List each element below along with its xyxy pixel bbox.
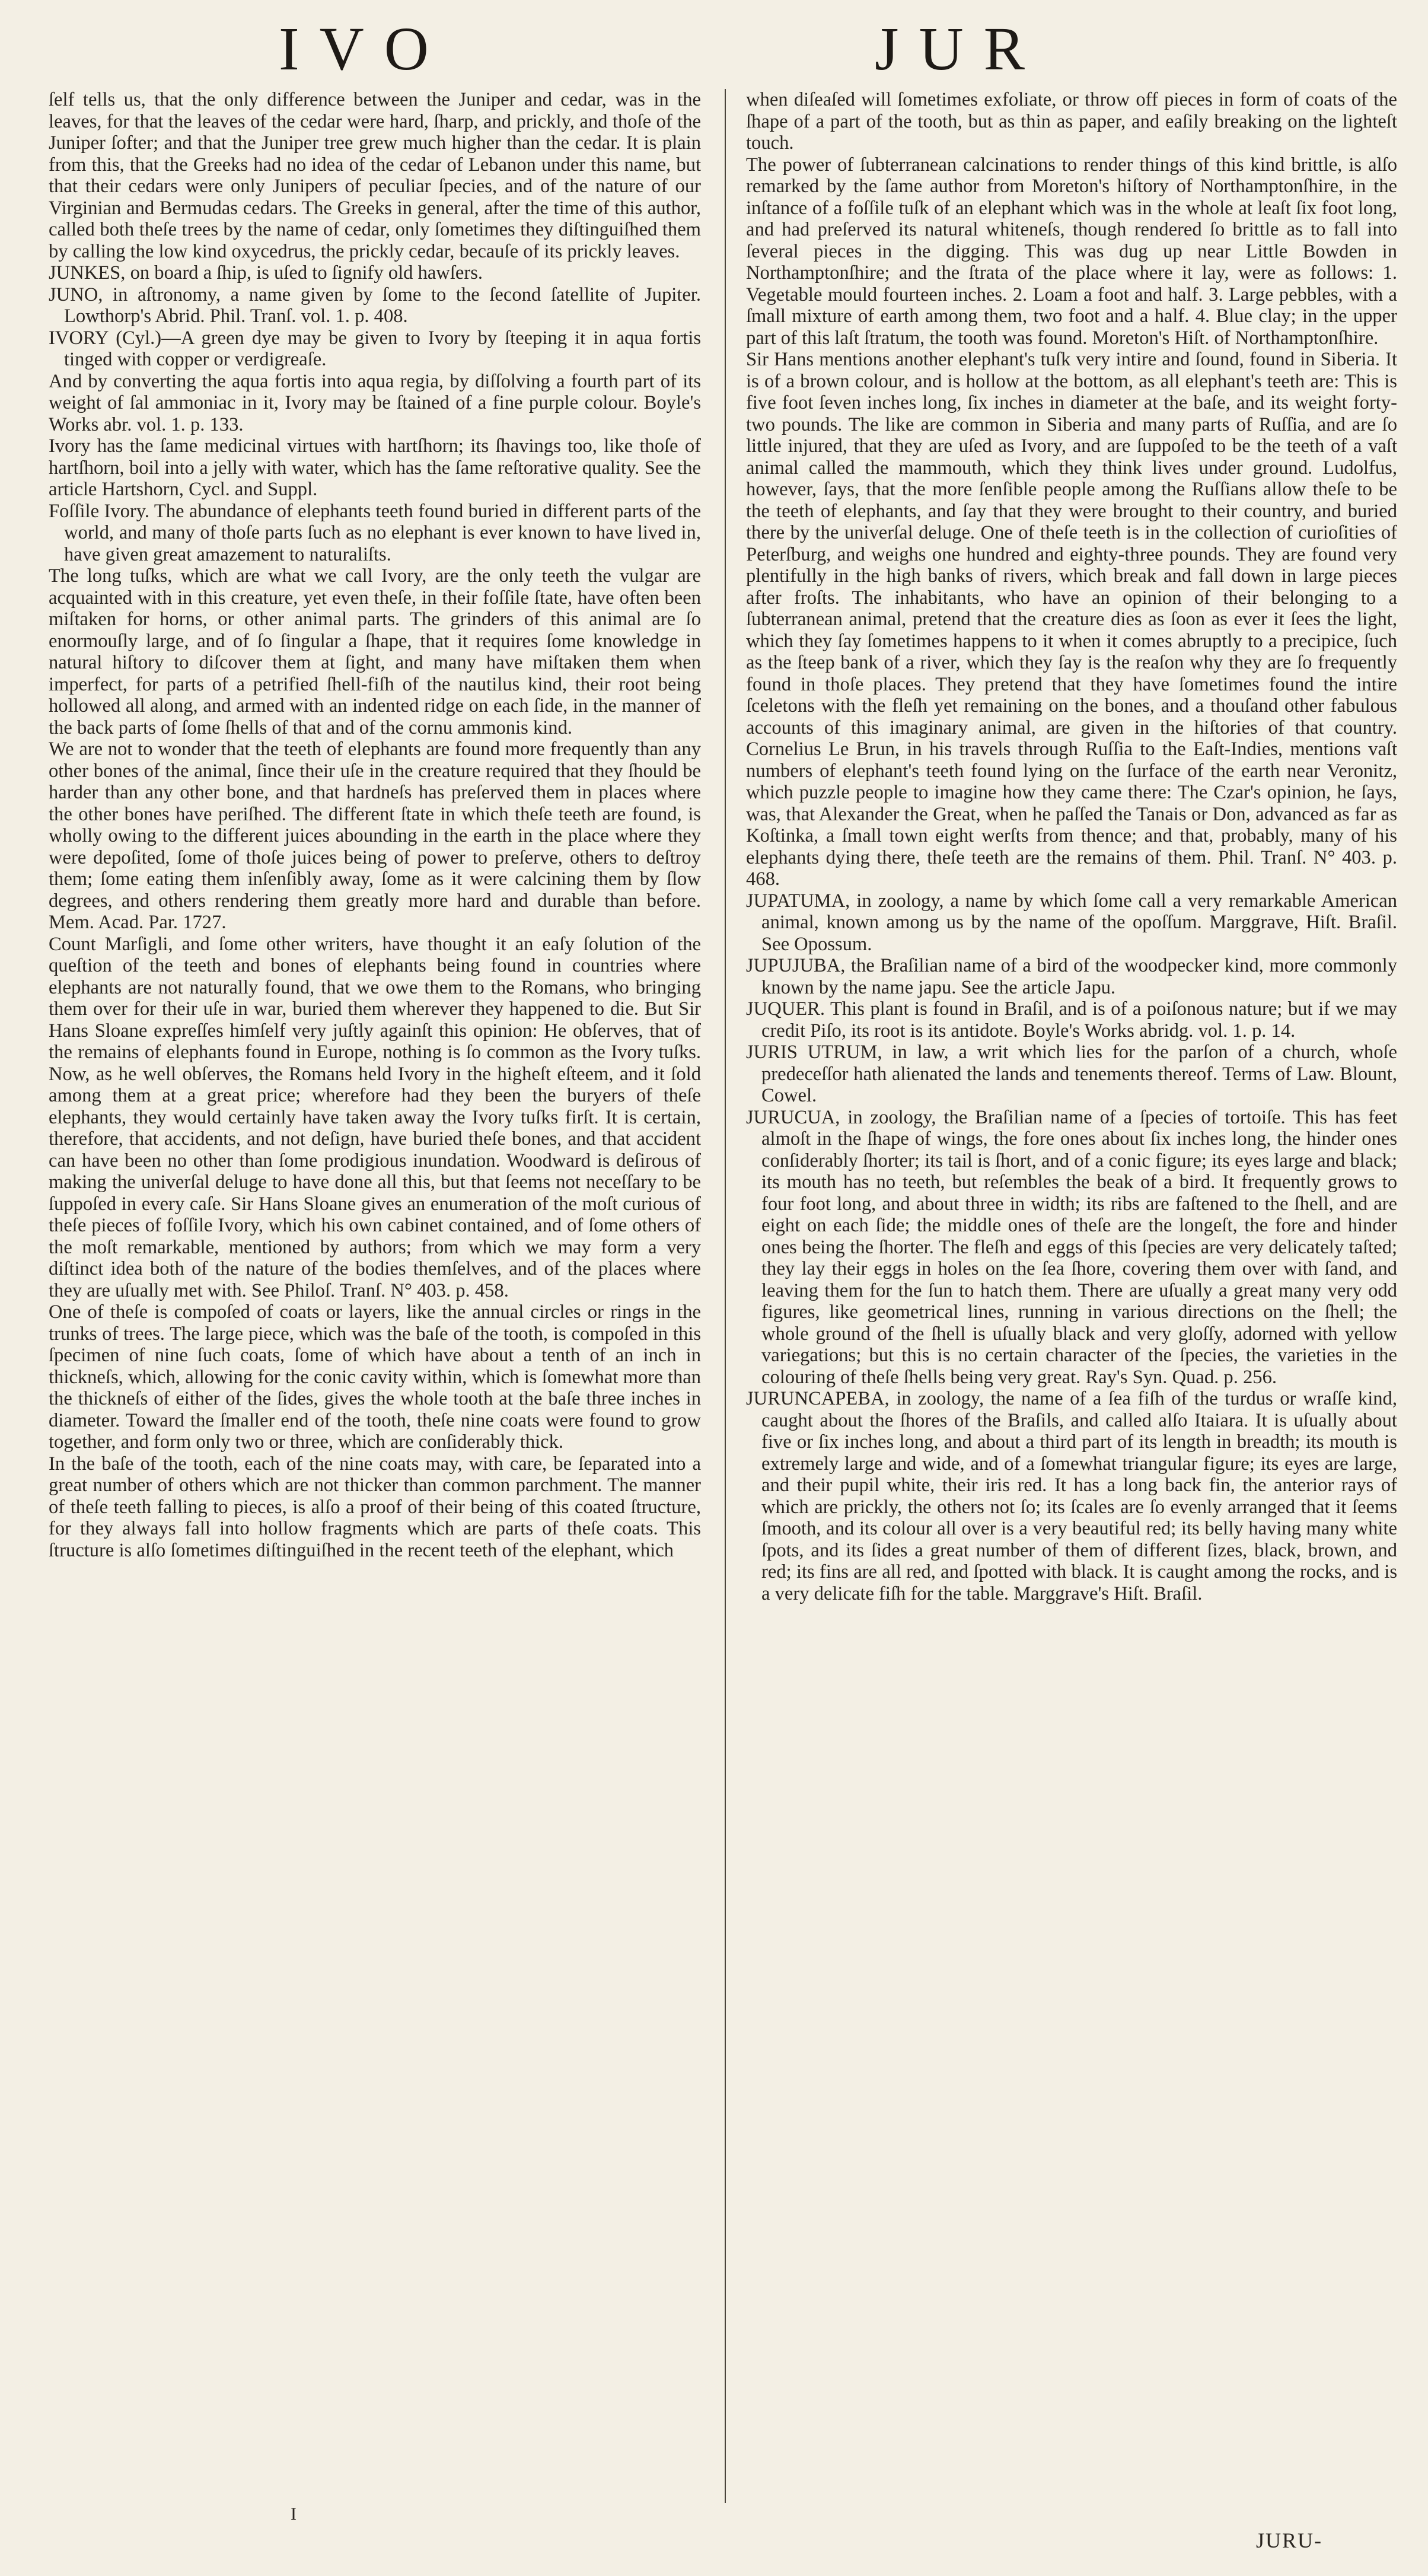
column-divider [725, 89, 726, 2503]
entry-ivory: IVORY (Cyl.)—A green dye may be given to Ivory by ſteeping it in aqua fortis tinged with copper or verdigreaſe. [49, 327, 701, 370]
catchword: JURU- [1256, 2529, 1323, 2552]
entry-jurucua: JURUCUA, in zoology, the Braſilian name of a ſpecies of tortoiſe. This has feet almoſt in the ſhape of wings, the fore ones about ſix inches long, the hinder ones conſiderably ſhorter; its tail is ſhort, and of a conic figure; its eyes large and black; its mouth has no teeth, but reſembles the beak of a bird. It frequently grows to four foot long, and about three in width; its ribs are faſtened to the ſhell, and are eight on each ſide; the middle ones of theſe are the longeſt, the fore and hinder ones being the ſhorter. The fleſh and eggs of this ſpecies are very delicately taſted; they lay their eggs in holes on the ſea ſhore, covering them over with ſand, and leaving them for the ſun to hatch them. There are uſually a great many very odd figures, like geometrical lines, running in various directions on the ſhell; the whole ground of the ſhell is uſually black and very gloſſy, adorned with yellow variegations; but this is no certain character of the ſpecies, the varieties in the colouring of theſe ſhells being very great. Ray's Syn. Quad. p. 256. [746, 1106, 1397, 1388]
paragraph: We are not to wonder that the teeth of elephants are found more frequently than any other bones of the animal, ſince their uſe in the creature required that they ſhould be harder than any other bone, and that hardneſs has preſerved them in places where the other bones have periſhed. The different ſtate in which theſe teeth are found, is wholly owing to the different juices abounding in the earth in the place where they were depoſited, ſome of thoſe juices being of power to preſerve, others to deſtroy them; ſome eating them inſenſibly away, ſome as it were calcining them by ſlow degrees, and others rendering them greatly more hard and durable than before. Mem. Acad. Par. 1727. [49, 738, 701, 933]
paragraph: The power of ſubterranean calcinations to render things of this kind brittle, is alſo remarked by the ſame author from Moreton's hiſtory of Northamptonſhire, in the inſtance of a foſſile tuſk of an elephant which was in the whole at leaſt ſix foot long, and had preſerved its natural whiteneſs, though rendered ſo brittle as to fall into ſeveral pieces in the digging. This was dug up near Little Bowden in Northamptonſhire; and the ſtrata of the place where it lay, were as follows: 1. Vegetable mould fourteen inches. 2. Loam a foot and half. 3. Large pebbles, with a ſmall mixture of earth among them, two foot and a half. 4. Blue clay; in the upper part of this laſt ſtratum, the tooth was found. Moreton's Hiſt. of Northamptonſhire. [746, 154, 1397, 349]
paragraph: In the baſe of the tooth, each of the nine coats may, with care, be ſeparated into a great number of others which are not thicker than common parchment. The manner of theſe teeth falling to pieces, is alſo a proof of their being of this coated ſtructure, for they always fall into hollow fragments which are parts of theſe coats. This ſtructure is alſo ſometimes diſtinguiſhed in the recent teeth of the elephant, which [49, 1453, 701, 1561]
entry-juquer: JUQUER. This plant is found in Braſil, and is of a poiſonous nature; but if we may credit Piſo, its root is its antidote. Boyle's Works abridg. vol. 1. p. 14. [746, 998, 1397, 1042]
paragraph: The long tuſks, which are what we call Ivory, are the only teeth the vulgar are acquainted with in this creature, yet even theſe, in their foſſile ſtate, have often been miſtaken for horns, or other animal parts. The grinders of this animal are ſo enormouſly large, and of ſo ſingular a ſhape, that it requires ſome knowledge in natural hiſtory to diſcover them at ſight, and many have miſtaken them when imperfect, for parts of a petrified ſhell-fiſh of the nautilus kind, their root being hollowed all along, and armed with an indented ridge on each ſide, in the manner of the back parts of ſome ſhells of that and of the cornu ammonis kind. [49, 565, 701, 738]
paragraph: ſelf tells us, that the only difference between the Juniper and cedar, was in the leaves, for that the leaves of the cedar were hard, ſharp, and prickly, and thoſe of the Juniper ſofter; and that the Juniper tree grew much higher than the cedar. It is plain from this, that the Greeks had no idea of the cedar of Lebanon under this name, but that their cedars were only Junipers of peculiar ſpecies, and of the nature of our Virginian and Bermudas cedars. The Greeks in general, after the time of this author, called both theſe trees by the name of cedar, only ſometimes they diſtinguiſhed them by calling the low kind oxycedrus, the prickly cedar, becauſe of its prickly leaves. [49, 89, 701, 262]
right-column [746, 89, 1397, 1604]
entry-juno: JUNO, in aſtronomy, a name given by ſome to the ſecond ſatellite of Jupiter. Lowthorp's Abrid. Phil. Tranſ. vol. 1. p. 408. [49, 284, 701, 327]
signature-mark: I [291, 2504, 297, 2524]
paragraph: Sir Hans mentions another elephant's tuſk very intire and ſound, found in Siberia. It is of a brown colour, and is hollow at the bottom, as all elephant's teeth are: This is five foot ſeven inches long, ſix inches in diameter at the baſe, and its weight forty-two pounds. The like are common in Siberia and many parts of Ruſſia, and are ſo little injured, that they are uſed as Ivory, and are ſuppoſed to be the teeth of a vaſt animal called the mammouth, which they think lives under ground. Ludolfus, however, ſays, that the more ſenſible people among the Ruſſians allow theſe to be the teeth of elephants, and ſay that they were brought to their country, and buried there by the univerſal deluge. One of theſe teeth is in the collection of curioſities of Peterſburg, and weighs one hundred and eighty-three pounds. They are found very plentifully in the high banks of rivers, which break and fall down in large pieces after froſts. The inhabitants, who have an opinion of their belonging to a ſubterranean animal, pretend that the creature dies as ſoon as ever it ſees the light, which they ſay ſometimes happens to it when it comes abruptly to a precipice, ſuch as the ſteep bank of a river, which they ſay is the reaſon why they are ſo frequently found in thoſe places. They pretend that they have ſometimes found the intire ſceletons with the fleſh yet remaining on the bones, and a thouſand other fabulous accounts of this imaginary animal, are given in the hiſtories of that country. Cornelius Le Brun, in his travels through Ruſſia to the Eaſt-Indies, mentions vaſt numbers of elephant's teeth found lying on the ſurface of the earth near Veronitz, which puzzle people to imagine how they came there: The Czar's opinion, he ſays, was, that Alexander the Great, when he paſſed the Tanais or Don, advanced as far as Koſtinka, a ſmall town eight werſts from thence; and that, probably, many of his elephants dying there, theſe teeth are the remains of them. Phil. Tranſ. N° 403. p. 468. [746, 349, 1397, 890]
paragraph: Count Marſigli, and ſome other writers, have thought it an eaſy ſolution of the queſtion of the teeth and bones of elephants being found in countries where elephants are not naturally found, that we owe them to the Romans, who bringing them over for their uſe in war, buried them wherever they happened to die. But Sir Hans Sloane expreſſes himſelf very juſtly againſt this opinion: He obſerves, that of the remains of elephants found in Europe, nothing is ſo common as the Ivory tuſks. Now, as he well obſerves, the Romans held Ivory in the higheſt eſteem, and it ſold among them at a great price; wherefore had they been the buryers of theſe elephants, they would certainly have taken away the Ivory tuſks firſt. It is certain, therefore, that accidents, and not deſign, have buried theſe bones, and that accident can have been no other than ſome prodigious inundation. Woodward is deſirous of making the univerſal deluge to have done all this, but that ſeems not neceſſary to be ſuppoſed in every caſe. Sir Hans Sloane gives an enumeration of the moſt curious of theſe pieces of foſſile Ivory, which his own cabinet contained, and of ſome others of the moſt remarkable, mentioned by authors; from which we may form a very diſtinct idea both of the nature of the bodies themſelves, and of the places where they are uſually met with. See Philoſ. Tranſ. N° 403. p. 458. [49, 933, 701, 1301]
paragraph: And by converting the aqua fortis into aqua regia, by diſſolving a fourth part of its weight of ſal ammoniac in it, Ivory may be ſtained of a fine purple colour. Boyle's Works abr. vol. 1. p. 133. [49, 370, 701, 435]
paragraph: Ivory has the ſame medicinal virtues with hartſhorn; its ſhavings too, like thoſe of hartſhorn, boil into a jelly with water, which has the ſame reſtorative quality. See the article Hartshorn, Cycl. and Suppl. [49, 435, 701, 500]
paragraph: One of theſe is compoſed of coats or layers, like the annual circles or rings in the trunks of trees. The large piece, which was the baſe of the tooth, is compoſed in this ſpecimen of nine ſuch coats, ſome of which have about a tenth of an inch in thickneſs, which, allowing for the conic cavity within, which is ſomewhat more than the thickneſs of either of the ſides, gives the whole tooth at the baſe three inches in diameter. Toward the ſmaller end of the tooth, theſe nine coats were found to grow together, and form only two or three, which are conſiderably thick. [49, 1301, 701, 1453]
entry-juris-utrum: JURIS UTRUM, in law, a writ which lies for the parſon of a church, whoſe predeceſſor hath alienated the lands and tenements thereof. Terms of Law. Blount, Cowel. [746, 1042, 1397, 1106]
entry-junkes: JUNKES, on board a ſhip, is uſed to ſignify old hawſers. [49, 262, 483, 284]
running-head-left: IVO [279, 15, 449, 83]
entry-jupatuma: JUPATUMA, in zoology, a name by which ſome call a very remarkable American animal, known among us by the name of the opoſſum. Marggrave, Hiſt. Braſil. See Opossum. [746, 890, 1397, 955]
entry-jupujuba: JUPUJUBA, the Braſilian name of a bird of the woodpecker kind, more commonly known by the name japu. See the article Japu. [746, 955, 1397, 998]
paragraph: when diſeaſed will ſometimes exfoliate, or throw off pieces in form of coats of the ſhape of a part of the tooth, but as thin as paper, and eaſily breaking on the lighteſt touch. [746, 89, 1397, 154]
entry-juruncapeba: JURUNCAPEBA, in zoology, the name of a ſea fiſh of the turdus or wraſſe kind, caught about the ſhores of the Braſils, and called alſo Itaiara. It is uſually about five or ſix inches long, and about a third part of its length in breadth; its mouth is extremely large and wide, and of a ſomewhat triangular figure; its eyes are large, and their pupil white, their iris red. It has a long back fin, the anterior rays of which are prickly, the others not ſo; its ſcales are ſo evenly arranged that it ſeems ſmooth, and its colour all over is a very beautiful red; its belly having many white ſpots, and its ſides a great number of them of different ſizes, black, brown, and red; its fins are all red, and ſpotted with black. It is caught among the rocks, and is a very delicate fiſh for the table. Marggrave's Hiſt. Braſil. [746, 1388, 1397, 1604]
running-head-right: JUR [875, 15, 1045, 83]
left-column [49, 89, 701, 1561]
entry-fossile-ivory: Foſſile Ivory. The abundance of elephants teeth found buried in different parts of the world, and many of thoſe parts ſuch as no elephant is ever known to have lived in, have given great amazement to naturaliſts. [49, 500, 701, 565]
